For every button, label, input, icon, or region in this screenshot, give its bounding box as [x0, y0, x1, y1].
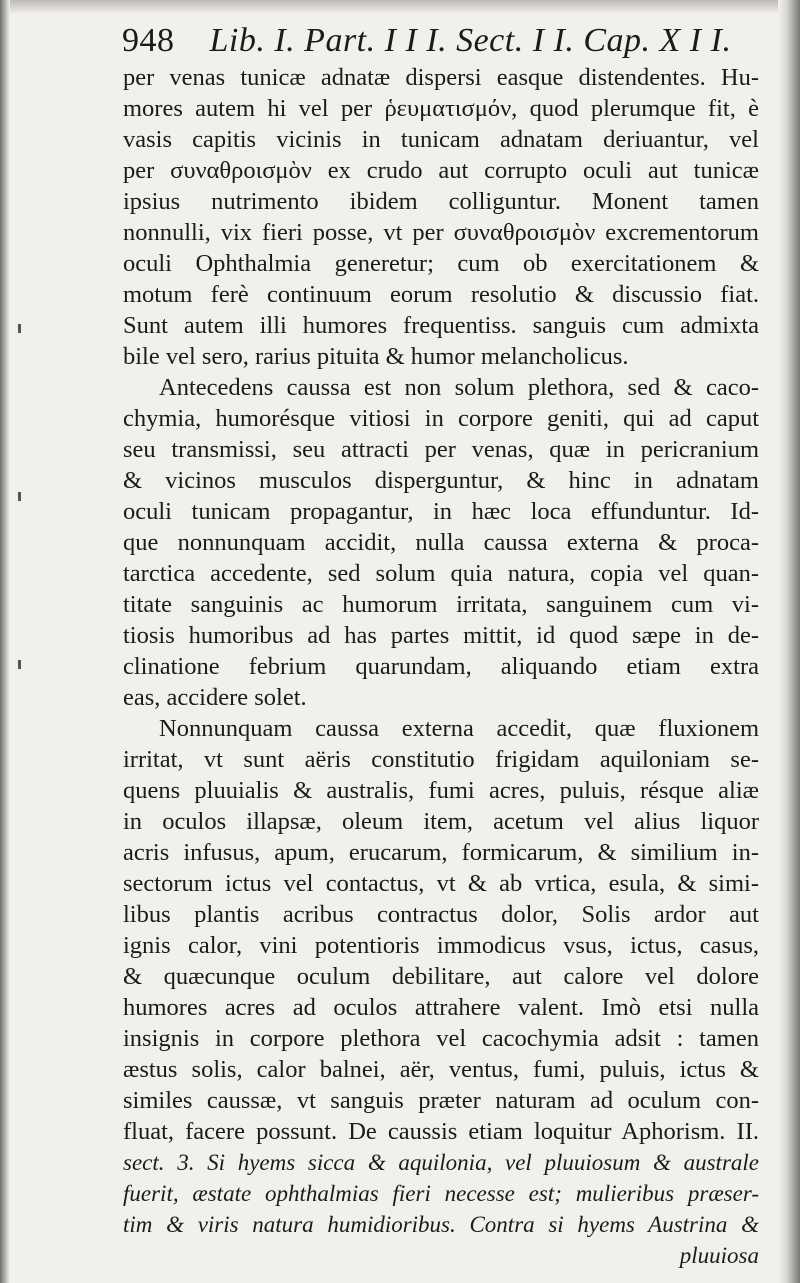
page-top-shadow — [0, 0, 800, 14]
text-line: similes caussæ, vt sanguis præter naturam ad oculum con- — [123, 1087, 759, 1114]
text-line: & vicinos musculos disperguntur, & hinc in adnatam — [123, 467, 759, 494]
page-gutter-shadow — [778, 0, 800, 1283]
text-line: tarctica accedente, sed solum quia natura, copia vel quan- — [123, 560, 759, 587]
text-line: ipsius nutrimento ibidem colliguntur. Monent tamen — [123, 188, 759, 215]
catchword: pluuiosa — [679, 1243, 759, 1268]
text-line: vasis capitis vicinis in tunicam adnatam deriuantur, vel — [123, 126, 759, 153]
text-line: mores autem hi vel per ῥευματισμόν, quod plerumque fit, è — [123, 95, 759, 122]
text-line: Antecedens caussa est non solum plethora, sed & caco- — [159, 374, 759, 401]
text-line: libus plantis acribus contractus dolor, Solis ardor aut — [123, 901, 759, 928]
text-line: fuerit, æstate ophthalmias fieri necesse est; mulieribus præser- — [123, 1181, 759, 1206]
text-line: acris infusus, apum, erucarum, formicarum, & similium in- — [123, 839, 759, 866]
margin-mark — [18, 492, 21, 501]
text-line: ignis calor, vini potentioris immodicus vsus, ictus, casus, — [123, 932, 759, 959]
text-line: oculi tunicam propagantur, in hæc loca effunduntur. Id- — [123, 498, 759, 525]
text-line: irritat, vt sunt aëris constitutio frigidam aquiloniam se- — [123, 746, 759, 773]
text-line: sect. 3. Si hyems sicca & aquilonia, vel pluuiosum & australe — [123, 1150, 759, 1175]
text-line: tiosis humoribus ad has partes mittit, id quod sæpe in de- — [123, 622, 759, 649]
text-line: eas, accidere solet. — [123, 684, 307, 711]
text-line: per συναθροισμὸν ex crudo aut corrupto oculi aut tunicæ — [123, 157, 759, 184]
text-line: humores acres ad oculos attrahere valent. Imò etsi nulla — [123, 994, 759, 1021]
text-line: & quæcunque oculum debilitare, aut calore vel dolore — [123, 963, 759, 990]
text-line: que nonnunquam accidit, nulla caussa externa & proca- — [123, 529, 759, 556]
text-line: titate sanguinis ac humorum irritata, sanguinem cum vi- — [123, 591, 759, 618]
text-line: seu transmissi, seu attracti per venas, quæ in pericranium — [123, 436, 759, 463]
margin-mark — [18, 324, 21, 333]
page-number: 948 — [122, 22, 175, 59]
text-line: in oculos illapsæ, oleum item, acetum vel alius liquor — [123, 808, 759, 835]
text-line: sectorum ictus vel contactus, vt & ab vrtica, esula, & simi- — [123, 870, 759, 897]
text-line: quens pluuialis & australis, fumi acres, puluis, résque aliæ — [123, 777, 759, 804]
text-line: clinatione febrium quarundam, aliquando etiam extra — [123, 653, 759, 680]
text-line: oculi Ophthalmia generetur; cum ob exercitationem & — [123, 250, 759, 277]
text-line: per venas tunicæ adnatæ dispersi easque distendentes. Hu- — [123, 64, 759, 91]
text-line: Nonnunquam caussa externa accedit, quæ fluxionem — [159, 715, 759, 742]
text-line: tim & viris natura humidioribus. Contra si hyems Austrina & — [123, 1212, 759, 1237]
running-head — [122, 22, 731, 60]
text-line: nonnulli, vix fieri posse, vt per συναθροισμὸν excrementorum — [123, 219, 759, 246]
text-line: æstus solis, calor balnei, aër, ventus, fumi, puluis, ictus & — [123, 1056, 759, 1083]
text-line: bile vel sero, rarius pituita & humor melancholicus. — [123, 343, 629, 370]
body-text — [123, 62, 759, 1271]
text-line: insignis in corpore plethora vel cacochymia adsit : tamen — [123, 1025, 759, 1052]
text-line: motum ferè continuum eorum resolutio & discussio fiat. — [123, 281, 759, 308]
text-line: Sunt autem illi humores frequentiss. sanguis cum admixta — [123, 312, 759, 339]
text-line: fluat, facere possunt. De caussis etiam loquitur Aphorism. II. — [123, 1118, 759, 1145]
page-left-shadow — [0, 0, 10, 1283]
margin-mark — [18, 660, 21, 669]
running-title: Lib. I. Part. I I I. Sect. I I. Cap. X I I. — [209, 22, 732, 59]
text-line: chymia, humorésque vitiosi in corpore geniti, qui ad caput — [123, 405, 759, 432]
